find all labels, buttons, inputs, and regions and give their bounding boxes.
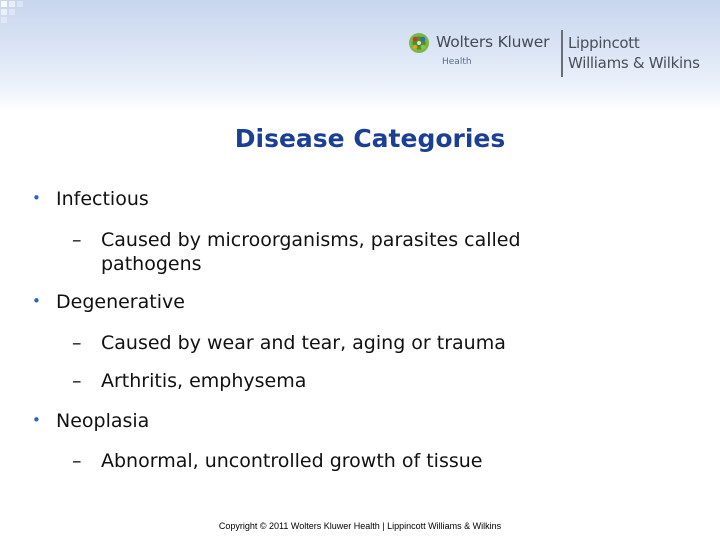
dash-icon: – [72,332,82,354]
logo-imprint-line-1: Lippincott [568,34,640,52]
sub-bullet-text: Caused by microorganisms, parasites called [101,229,521,251]
sub-bullet-item [72,332,506,354]
bullet-icon: • [32,411,41,429]
sub-bullet-text: Caused by wear and tear, aging or trauma [101,332,506,354]
bullet-icon: • [32,292,41,310]
dash-icon: – [72,370,82,392]
logo-company-name: Wolters Kluwer [436,33,550,51]
logo-division-name: Health [442,57,472,67]
bullet-item [32,410,149,432]
copyright-footer: Copyright © 2011 Wolters Kluwer Health | Lippincott Williams & Wilkins [218,521,502,531]
bullet-text: Neoplasia [56,410,150,432]
dash-icon: – [72,229,82,251]
sub-bullet-text: Abnormal, uncontrolled growth of tissue [101,450,483,472]
sub-bullet-continuation: pathogens [101,253,202,275]
sub-bullet-text: Arthritis, emphysema [101,370,307,392]
sub-bullet-item [72,450,482,472]
bullet-item [32,291,185,313]
bullet-item [32,188,149,210]
sub-bullet-item [72,229,521,251]
sub-bullet-item [72,370,306,392]
bullet-text: Degenerative [56,291,185,313]
bullet-icon: • [32,189,41,207]
dash-icon: – [72,450,82,472]
bullet-text: Infectious [56,188,149,210]
slide-title: Disease Categories [234,124,506,153]
logo-imprint-line-2: Williams & Wilkins [568,54,700,72]
